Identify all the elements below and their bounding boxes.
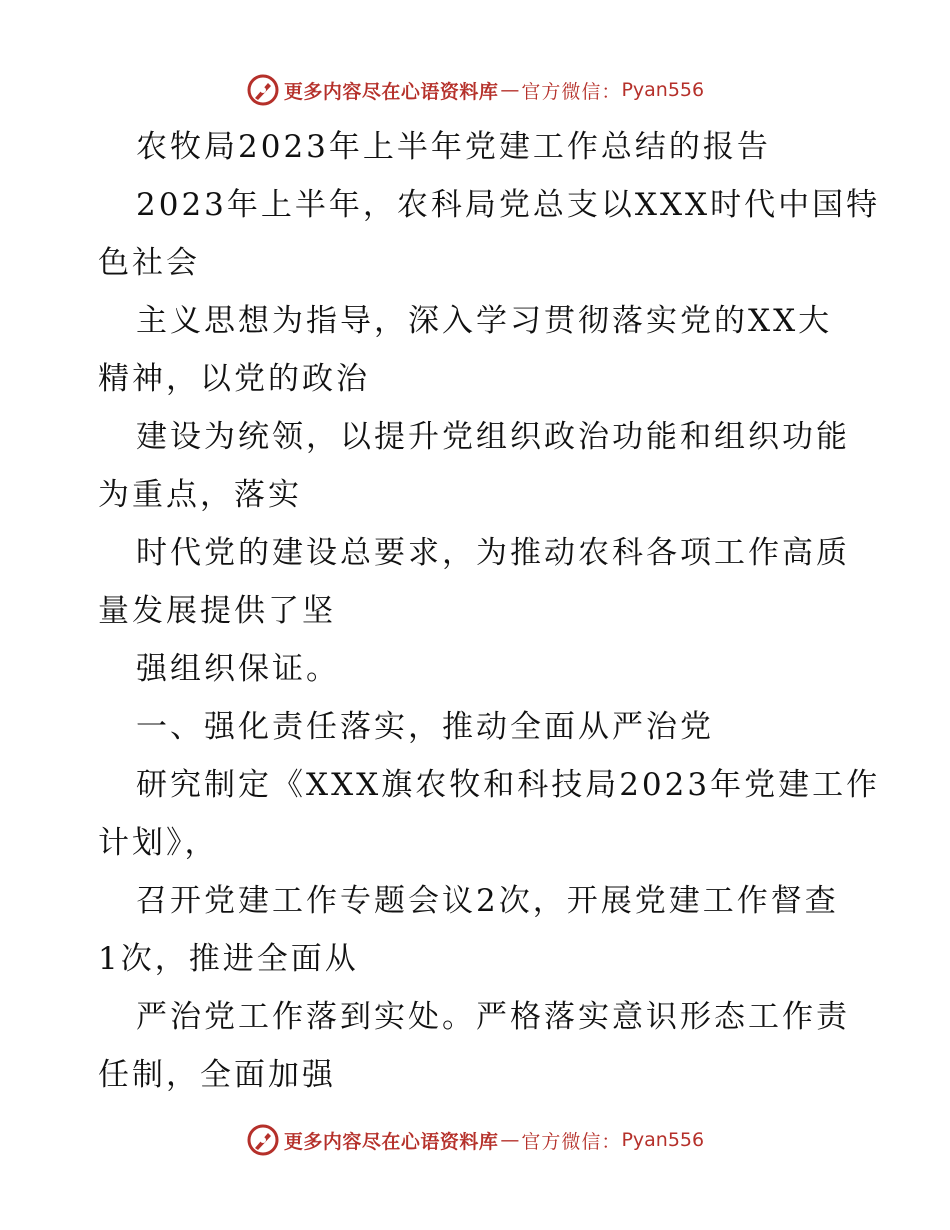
- footer-banner: [0, 1120, 950, 1160]
- banner-wechat-id: Pyan556: [621, 1129, 705, 1151]
- header-banner: [0, 70, 950, 110]
- paragraph-line: 研究制定《XXX旗农牧和科技局2023年党建工作: [136, 767, 881, 803]
- banner-text: 更多内容尽在心语资料库: [283, 80, 499, 103]
- paragraph-line: 1次，推进全面从: [98, 941, 359, 977]
- banner-wechat-label: 官方微信：: [521, 80, 622, 103]
- paragraph-line: 2023年上半年，农科局党总支以XXX时代中国特: [136, 187, 881, 223]
- paragraph-line: 强组织保证。: [136, 651, 340, 687]
- section-heading: 一、强化责任落实，推动全面从严治党: [136, 709, 714, 745]
- paragraph-line: 精神，以党的政治: [98, 361, 370, 397]
- banner-text: 更多内容尽在心语资料库: [283, 1130, 499, 1153]
- paragraph-line: 严治党工作落到实处。严格落实意识形态工作责: [136, 999, 850, 1035]
- banner-dash: —: [500, 79, 520, 101]
- pen-circle-logo-icon: [246, 73, 280, 107]
- paragraph-line: 计划》，: [98, 825, 219, 861]
- pen-circle-logo-icon: [246, 1123, 280, 1157]
- paragraph-line: 任制，全面加强: [98, 1057, 336, 1093]
- paragraph-line: 主义思想为指导，深入学习贯彻落实党的XX大: [136, 303, 833, 339]
- paragraph-line: 召开党建工作专题会议2次，开展党建工作督查: [136, 883, 839, 919]
- paragraph-line: 为重点，落实: [98, 477, 302, 513]
- document-title: 农牧局2023年上半年党建工作总结的报告: [136, 129, 771, 165]
- banner-wechat-label: 官方微信：: [521, 1130, 622, 1153]
- paragraph-line: 建设为统领，以提升党组织政治功能和组织功能: [136, 419, 850, 455]
- banner-dash: —: [500, 1129, 520, 1151]
- paragraph-line: 色社会: [98, 245, 200, 281]
- paragraph-line: 量发展提供了坚: [98, 593, 336, 629]
- paragraph-line: 时代党的建设总要求，为推动农科各项工作高质: [136, 535, 850, 571]
- banner-wechat-id: Pyan556: [621, 79, 705, 101]
